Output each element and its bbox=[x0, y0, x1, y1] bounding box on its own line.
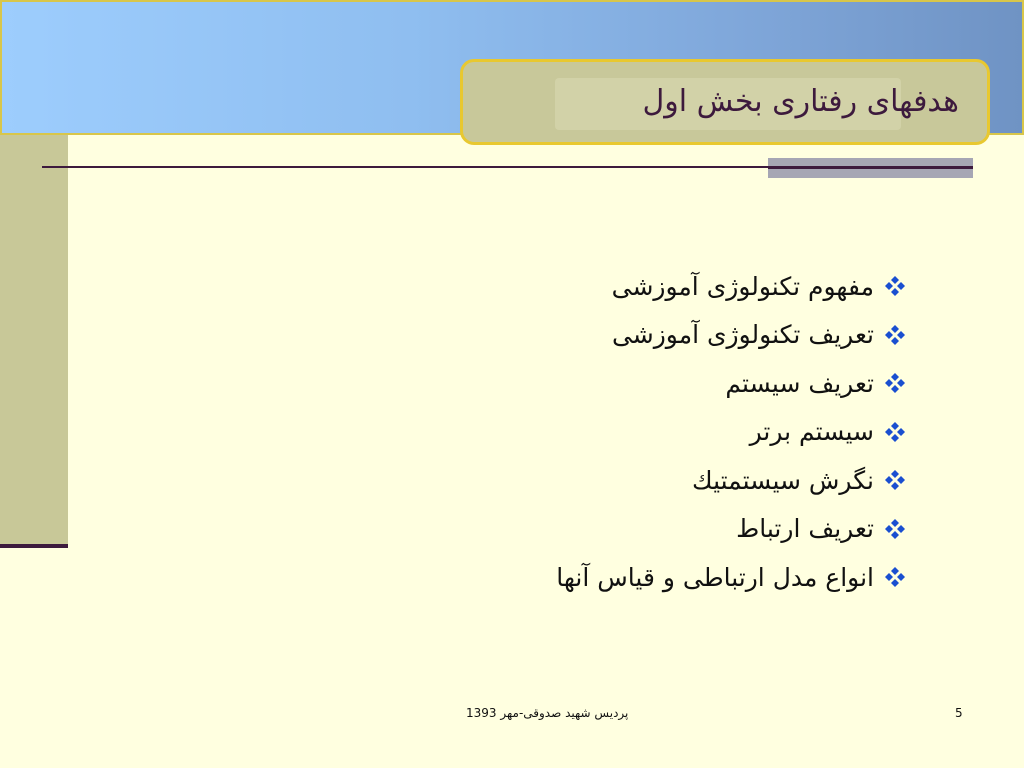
list-item bbox=[556, 456, 906, 505]
list-item bbox=[556, 311, 906, 360]
four-diamond-bullet-icon bbox=[884, 275, 906, 297]
bullet-list bbox=[556, 262, 906, 602]
bullet-text: تعریف تكنولوژی آموزشی bbox=[611, 320, 874, 350]
bullet-text: انواع مدل ارتباطی و قیاس آنها bbox=[556, 562, 874, 592]
list-item bbox=[556, 408, 906, 457]
bullet-text: تعریف ارتباط bbox=[736, 514, 874, 544]
four-diamond-bullet-icon bbox=[884, 469, 906, 491]
four-diamond-bullet-icon bbox=[884, 518, 906, 540]
list-item bbox=[556, 359, 906, 408]
title-box bbox=[460, 59, 990, 145]
list-item bbox=[556, 505, 906, 554]
list-item bbox=[556, 553, 906, 602]
slide-title: هدفهای رفتاری بخش اول bbox=[642, 84, 959, 119]
bullet-text: سیستم برتر bbox=[749, 417, 874, 447]
bullet-text: تعریف سیستم bbox=[725, 368, 874, 398]
title-rule-line bbox=[42, 166, 772, 168]
bullet-text: نگرش سیستمتیك bbox=[692, 465, 874, 495]
left-bar-rule bbox=[0, 544, 68, 548]
four-diamond-bullet-icon bbox=[884, 324, 906, 346]
bullet-text: مفهوم تكنولوژی آموزشی bbox=[611, 271, 874, 301]
left-decorative-bar bbox=[0, 135, 68, 546]
title-rule-bars bbox=[768, 158, 973, 178]
four-diamond-bullet-icon bbox=[884, 372, 906, 394]
page-number: 5 bbox=[955, 706, 963, 720]
footer-text: پردیس شهید صدوقی-مهر 1393 bbox=[466, 706, 629, 720]
list-item bbox=[556, 262, 906, 311]
four-diamond-bullet-icon bbox=[884, 421, 906, 443]
four-diamond-bullet-icon bbox=[884, 566, 906, 588]
